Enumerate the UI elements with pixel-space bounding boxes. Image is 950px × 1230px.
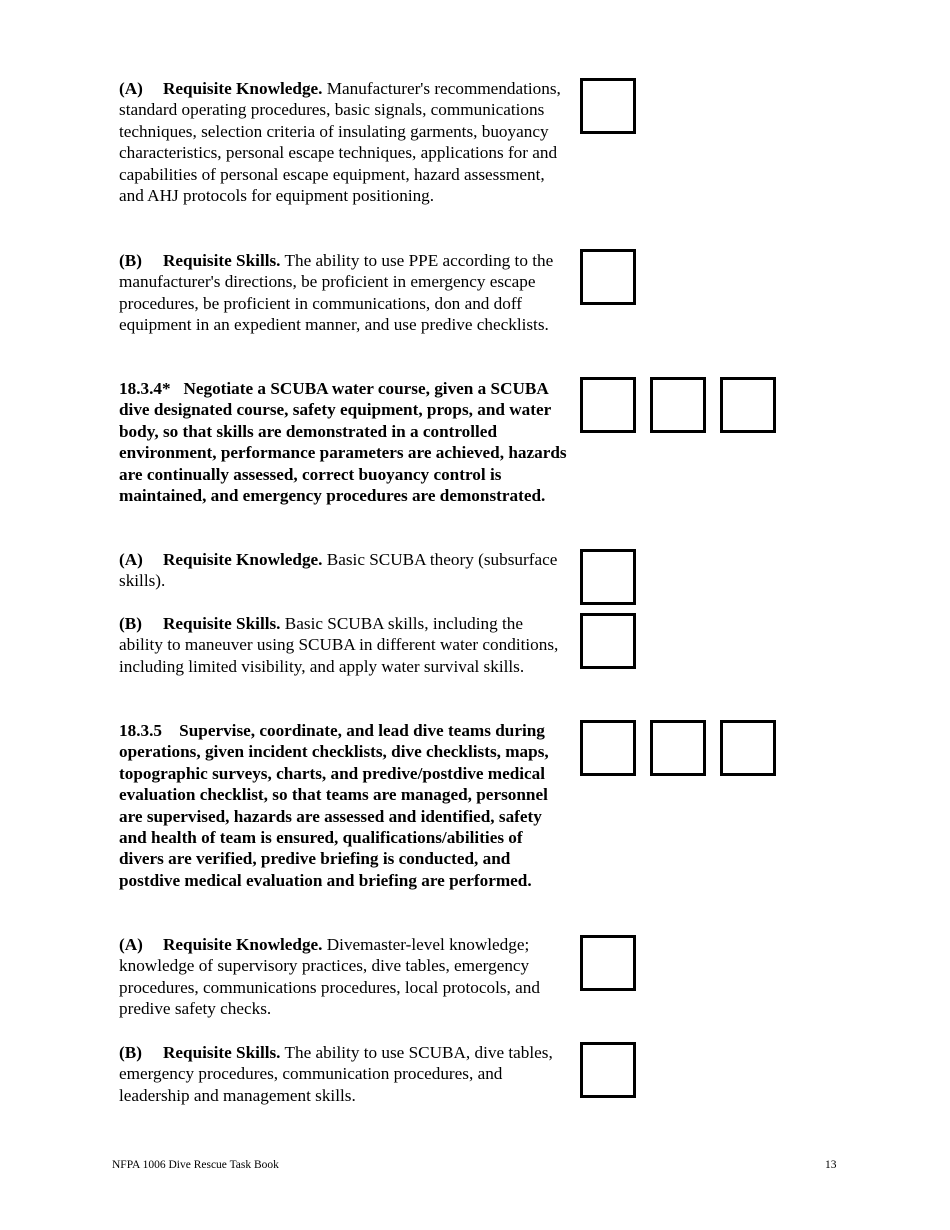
jpr-18-3-5-heading: [119, 720, 567, 891]
item-title: Requisite Knowledge.: [163, 550, 323, 569]
item-text: The ability to use SCUBA, dive tables, emergency procedures, communication procedures, and leadership and management skills.: [119, 1043, 553, 1105]
item-title: Requisite Skills.: [163, 614, 281, 633]
item-label: (A): [119, 79, 143, 98]
item-text: Basic SCUBA theory (subsurface skills).: [119, 550, 558, 591]
item-text: Basic SCUBA skills, including the ability to maneuver using SCUBA in different water conditions, including limited visibility, and apply water survival skills.: [119, 614, 559, 676]
jpr-text: Supervise, coordinate, and lead dive teams during operations, given incident checklists, dive checklists, maps, topographic surveys, charts, and predive/postdive medical evaluation checklist, so that teams are managed, personnel are supervised, hazards are assessed and identified, safety and health of team is ensured, qualifications/abilities of divers are verified, predive briefing is conducted, and postdive medical evaluation and briefing are performed.: [119, 721, 549, 890]
requisite-skills-paragraph: [119, 1042, 567, 1106]
footer-title: NFPA 1006 Dive Rescue Task Book: [112, 1159, 279, 1171]
signoff-checkbox[interactable]: [580, 1042, 636, 1098]
item-text: Manufacturer's recommendations, standard operating procedures, basic signals, communications techniques, selection criteria of insulating garments, buoyancy characteristics, personal escape techniques, applications for and capabilities of personal escape equipment, hazard assessment, and AHJ protocols for equipment positioning.: [119, 79, 561, 206]
item-text: The ability to use PPE according to the manufacturer's directions, be proficient in emergency escape procedures, be proficient in communications, don and doff equipment in an expedient manner, and use predive checklists.: [119, 251, 554, 335]
item-label: (A): [119, 935, 143, 954]
item-label: (B): [119, 251, 142, 270]
page-number: 13: [825, 1159, 837, 1171]
requisite-knowledge-paragraph: [119, 934, 567, 1020]
jpr-18-3-4-heading: [119, 378, 567, 506]
item-title: Requisite Knowledge.: [163, 79, 323, 98]
jpr-number: 18.3.5: [119, 721, 162, 740]
item-title: Requisite Skills.: [163, 251, 281, 270]
signoff-checkbox[interactable]: [720, 377, 776, 433]
item-label: (B): [119, 1043, 142, 1062]
signoff-checkbox[interactable]: [580, 78, 636, 134]
signoff-checkbox[interactable]: [650, 720, 706, 776]
jpr-text: Negotiate a SCUBA water course, given a SCUBA dive designated course, safety equipment, props, and water body, so that skills are demonstrated in a controlled environment, performance parameters are achieved, hazards are continually assessed, correct buoyancy control is maintained, and emergency procedures are demonstrated.: [119, 379, 567, 506]
signoff-checkbox[interactable]: [580, 249, 636, 305]
item-title: Requisite Knowledge.: [163, 935, 323, 954]
item-title: Requisite Skills.: [163, 1043, 281, 1062]
requisite-skills-paragraph: [119, 613, 567, 677]
requisite-knowledge-paragraph: [119, 549, 567, 592]
signoff-checkbox[interactable]: [580, 720, 636, 776]
signoff-checkbox[interactable]: [720, 720, 776, 776]
item-text: Divemaster-level knowledge; knowledge of supervisory practices, dive tables, emergency procedures, communications procedures, local protocols, and predive safety checks.: [119, 935, 540, 1019]
signoff-checkbox[interactable]: [580, 377, 636, 433]
requisite-skills-paragraph: [119, 250, 567, 336]
signoff-checkbox[interactable]: [580, 935, 636, 991]
signoff-checkbox[interactable]: [580, 549, 636, 605]
signoff-checkbox[interactable]: [580, 613, 636, 669]
jpr-number: 18.3.4*: [119, 379, 171, 398]
item-label: (B): [119, 614, 142, 633]
item-label: (A): [119, 550, 143, 569]
signoff-checkbox[interactable]: [650, 377, 706, 433]
requisite-knowledge-paragraph: [119, 78, 567, 206]
